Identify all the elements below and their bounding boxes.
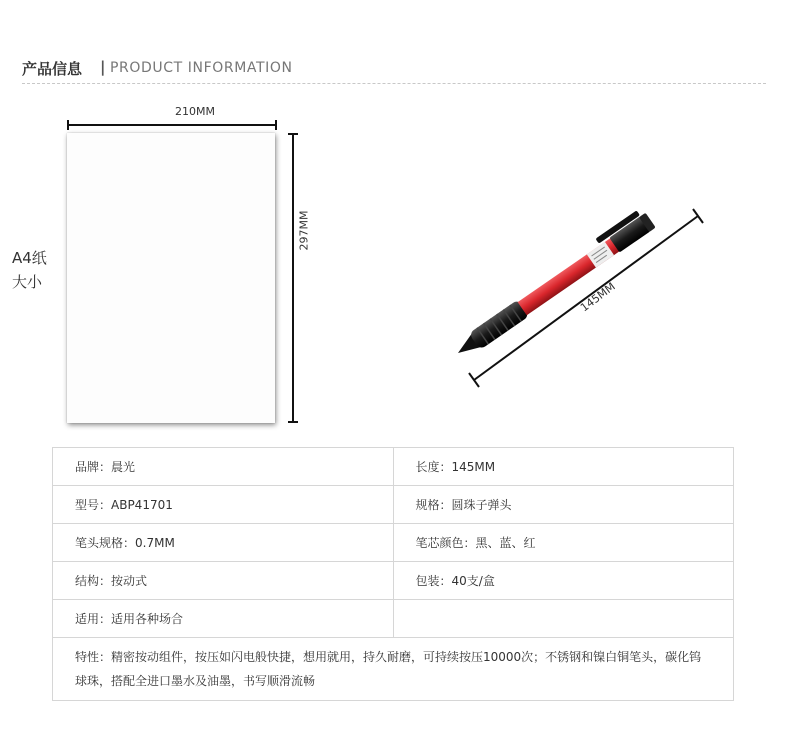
spec-empty-cell	[393, 600, 733, 638]
pen-length-label: 145MM	[578, 279, 618, 315]
spec-model: 型号：ABP41701	[53, 486, 394, 524]
spec-mechanism: 结构：按动式	[53, 562, 394, 600]
spec-ink-colors: 笔芯颜色：黑、蓝、红	[393, 524, 733, 562]
table-row	[53, 600, 734, 638]
spec-table	[52, 447, 734, 701]
pen-body	[449, 207, 656, 361]
a4-paper-illustration	[67, 133, 275, 423]
spec-brand: 品牌：晨光	[53, 448, 394, 486]
pen-illustration	[440, 170, 710, 390]
table-row	[53, 562, 734, 600]
section-header	[22, 56, 766, 84]
spec-spec: 规格：圆珠子弹头	[393, 486, 733, 524]
a4-label-line2: 大小	[12, 273, 43, 291]
table-row	[53, 486, 734, 524]
spec-usage: 适用：适用各种场合	[53, 600, 394, 638]
spec-features: 特性：精密按动组件，按压如闪电般快捷，想用就用，持久耐磨，可持续按压10000次；不锈钢和镍白铜笔头，碳化钨球珠，搭配全进口墨水及油墨，书写顺滑流畅	[53, 638, 734, 701]
a4-paper-label	[12, 246, 47, 294]
title-divider: |	[100, 58, 106, 76]
paper-height-label: 297MM	[297, 210, 311, 251]
section-title-cn: 产品信息	[22, 60, 83, 78]
paper-height-dimension-line	[288, 133, 298, 423]
a4-label-line1: A4纸	[12, 249, 47, 267]
spec-tip: 笔头规格：0.7MM	[53, 524, 394, 562]
table-row	[53, 638, 734, 701]
spec-packaging: 包装：40支/盒	[393, 562, 733, 600]
spec-length: 长度：145MM	[393, 448, 733, 486]
paper-width-label: 210MM	[175, 105, 215, 118]
table-row	[53, 524, 734, 562]
section-title-en: PRODUCT INFORMATION	[110, 60, 293, 76]
table-row	[53, 448, 734, 486]
paper-width-dimension-line	[67, 120, 277, 130]
